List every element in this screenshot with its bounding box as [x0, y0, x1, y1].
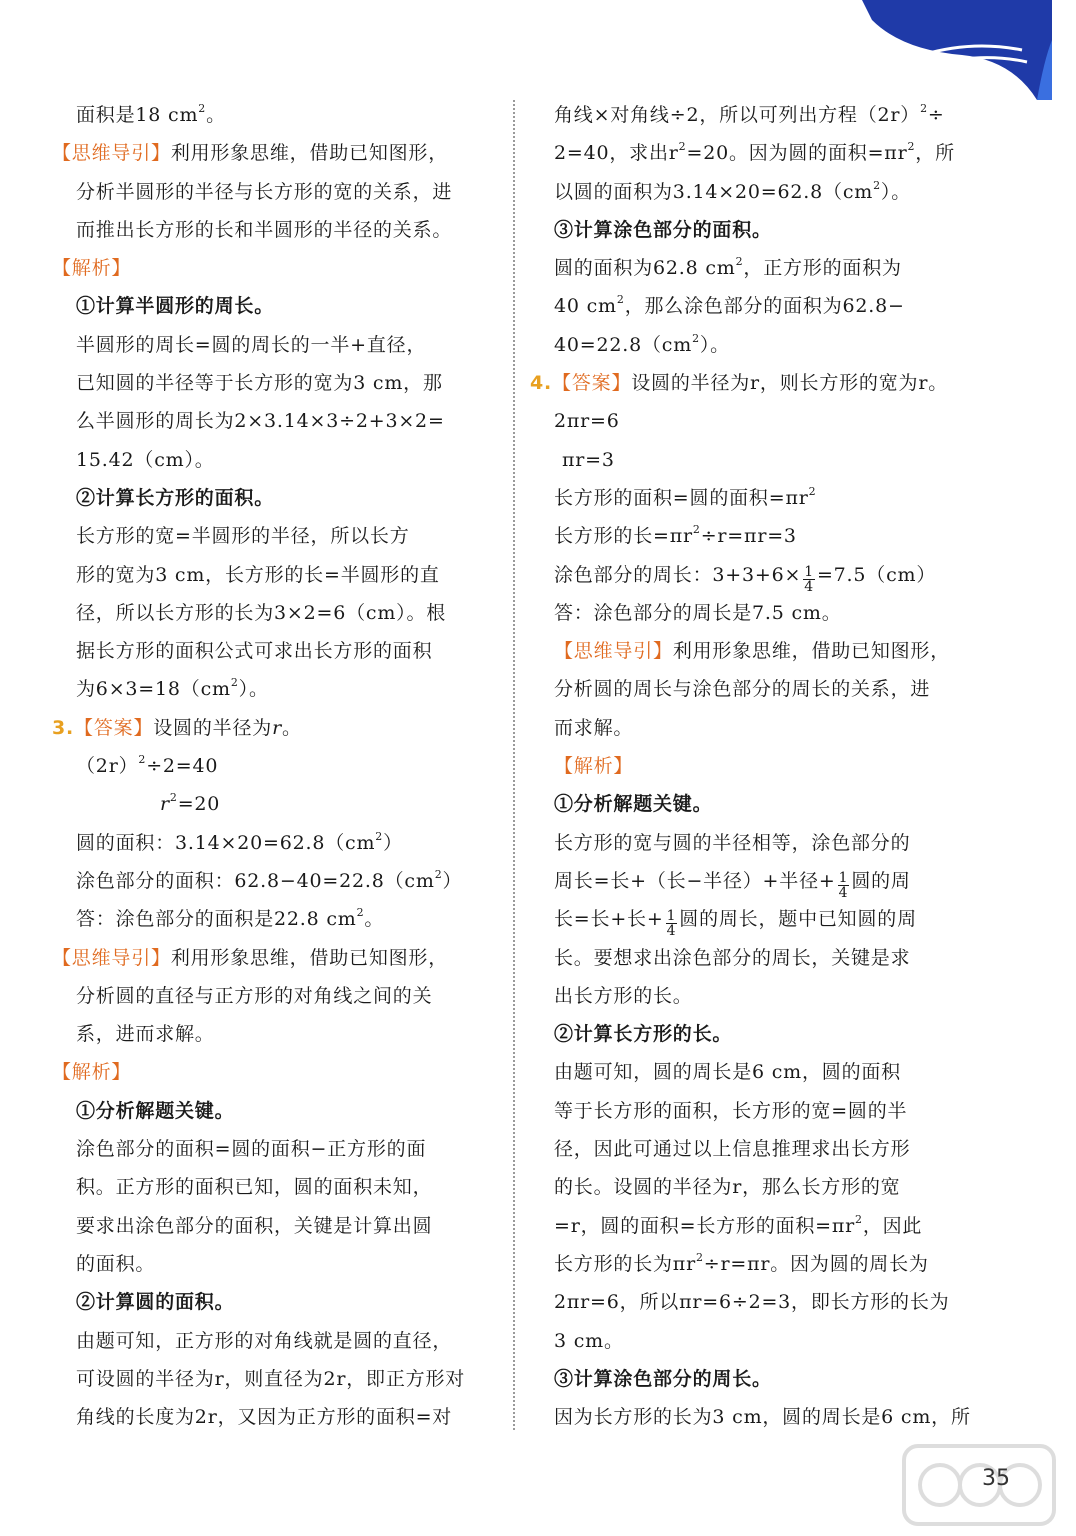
answer-line: 3.【答案】设圆的半径为r。: [52, 716, 302, 739]
text-line: 长方形的长为$\pi r^2\div r=\pi r$。因为圆的周长为: [554, 1250, 929, 1275]
answer-tag: 【答案】: [74, 716, 154, 739]
text-line: 面积是18 $cm^2$。: [76, 102, 226, 126]
column-divider: [513, 100, 515, 1430]
text-line: 分析半圆形的半径与长方形的宽的关系，进: [76, 180, 453, 203]
question-number: 3.: [52, 716, 75, 739]
text-line: 而推出长方形的长和半圆形的半径的关系。: [76, 218, 453, 241]
text-line: 周长=长+（长−半径）+半径+ $\frac{1}{4}$ 圆的周: [554, 869, 911, 901]
text-line: 角线的长度为2r，又因为正方形的面积=对: [76, 1406, 453, 1429]
text-line: 系，进而求解。: [76, 1023, 215, 1046]
analysis-line: [52, 1053, 494, 1091]
text-line: 长方形的宽与圆的半径相等，涂色部分的: [554, 831, 911, 854]
guide-line: 【思维导引】利用形象思维，借助已知图形，: [52, 946, 449, 969]
left-column: [52, 96, 494, 1436]
text-line: 分析圆的直径与正方形的对角线之间的关: [76, 984, 433, 1007]
analysis-tag: 【解析】: [554, 755, 634, 778]
text-line: 因为长方形的长为3 cm，圆的周长是6 cm，所: [554, 1406, 971, 1429]
analysis-tag: 【解析】: [52, 257, 132, 280]
guide-tag: 【思维导引】: [52, 946, 171, 969]
equation-line: $(2r)^2\div 2=40$: [76, 753, 219, 778]
right-column: [530, 96, 976, 1436]
text-line: 长。要想求出涂色部分的周长，关键是求: [554, 946, 911, 969]
analysis-line: [530, 747, 976, 785]
equation-line: πr=3: [562, 448, 615, 471]
text-line: 圆的面积为62.8 $cm^2$，正方形的面积为: [554, 255, 902, 280]
text-line: 角线×对角线÷2，所以可列出方程$(2r)^2\div$: [554, 102, 945, 126]
text-line: 么半圆形的周长为2×3.14×3÷2+3×2=: [76, 410, 445, 433]
step-heading: ①分析解题关键。: [76, 1099, 235, 1122]
step-heading: ①计算半圆形的周长。: [76, 295, 275, 318]
text-line: =r，圆的面积=长方形的面积$=\pi r^2$，因此: [554, 1212, 923, 1237]
text-line: 40 $cm^2$，那么涂色部分的面积为62.8−: [554, 293, 905, 318]
fraction: $\frac{1}{4}$: [804, 563, 814, 595]
text-line: 的面积。: [76, 1252, 156, 1275]
analysis-tag: 【解析】: [52, 1061, 132, 1084]
text-line: 长方形的面积=圆的面积$=\pi r^2$: [554, 484, 817, 509]
analysis-line: [52, 249, 494, 287]
text-line: 长方形的长$=\pi r^2\div r=\pi r=3$: [554, 523, 797, 548]
text-line: 等于长方形的面积，长方形的宽=圆的半: [554, 1099, 908, 1122]
text-line: 分析圆的周长与涂色部分的周长的关系，进: [554, 678, 931, 701]
text-line: 据长方形的面积公式可求出长方形的面积: [76, 640, 433, 663]
watermark-logo: [900, 1440, 1060, 1530]
guide-line: 【思维导引】利用形象思维，借助已知图形，: [554, 640, 951, 663]
text-line: 由题可知，圆的周长是6 cm，圆的面积: [554, 1061, 901, 1084]
step-heading: ③计算涂色部分的面积。: [554, 218, 772, 241]
step-heading: ②计算长方形的长。: [554, 1023, 733, 1046]
text-line: 半圆形的周长=圆的周长的一半+直径，: [76, 333, 427, 356]
answer-tag: 【答案】: [552, 372, 632, 395]
text-line: 涂色部分的面积=圆的面积−正方形的面: [76, 1138, 427, 1161]
text-line: $40=22.8(cm^2)$。: [554, 331, 730, 356]
text-line: 答：涂色部分的周长是7.5 cm。: [554, 601, 842, 624]
text-line: 要求出涂色部分的面积，关键是计算出圆: [76, 1214, 433, 1237]
text-line: 3 cm。: [554, 1329, 624, 1352]
text-line: 的长。设圆的半径为r，那么长方形的宽: [554, 1176, 901, 1199]
fraction: $\frac{1}{4}$: [666, 908, 677, 940]
text-line: 2πr=6，所以πr=6÷2=3，即长方形的长为: [554, 1291, 950, 1314]
text-line: 长=长+长+ $\frac{1}{4}$ 圆的周长，题中已知圆的周: [554, 908, 917, 940]
text-line: 答：涂色部分的面积是22.8 $cm^2$。: [76, 906, 385, 931]
text-line: 为$6\times 3=18(cm^2)$。: [76, 676, 269, 701]
equation-line: 2πr=6: [554, 410, 620, 433]
text-line: 由题可知，正方形的对角线就是圆的直径，: [76, 1329, 453, 1352]
step-heading: ①分析解题关键。: [554, 793, 713, 816]
text-line: 圆的面积：$3.14\times 20=62.8(cm^2)$: [76, 829, 403, 854]
corner-decoration: [862, 0, 1052, 100]
text-line: 长方形的宽=半圆形的半径，所以长方: [76, 525, 410, 548]
text-line: 15.42（cm）。: [76, 448, 215, 471]
step-heading: ③计算涂色部分的周长。: [554, 1367, 772, 1390]
question-number: 4.: [530, 372, 553, 395]
guide-tag: 【思维导引】: [52, 142, 171, 165]
step-heading: ②计算长方形的面积。: [76, 486, 275, 509]
text-line: 积。正方形的面积已知，圆的面积未知，: [76, 1176, 433, 1199]
page-number: 35: [982, 1466, 1010, 1491]
answer-line: 4.【答案】设圆的半径为r，则长方形的宽为r。: [530, 372, 949, 395]
fraction: $\frac{1}{4}$: [838, 869, 849, 901]
text-line: 可设圆的半径为r，则直径为2r，即正方形对: [76, 1367, 466, 1390]
text-line: 以圆的面积为$3.14\times 20=62.8(cm^2)$。: [554, 178, 912, 203]
text-line: 形的宽为3 cm，长方形的长=半圆形的直: [76, 563, 440, 586]
text-line: 径，所以长方形的长为3×2=6（cm）。根: [76, 601, 447, 624]
text-line: 已知圆的半径等于长方形的宽为3 cm，那: [76, 372, 443, 395]
guide-line: 【思维导引】利用形象思维，借助已知图形，: [52, 142, 449, 165]
step-heading: ②计算圆的面积。: [76, 1291, 235, 1314]
text-line: 出长方形的长。: [554, 984, 693, 1007]
text-line: 2=40，求出$r^2=20$。因为圆的面积$=\pi r^2$，所: [554, 140, 955, 165]
text-line: 而求解。: [554, 716, 634, 739]
guide-tag: 【思维导引】: [554, 640, 673, 663]
text-line: 涂色部分的周长：3+3+6× $\frac{1}{4}$ =7.5（cm）: [554, 563, 937, 595]
text-line: 径，因此可通过以上信息推理求出长方形: [554, 1138, 911, 1161]
equation-line: $r^2=20$: [160, 791, 221, 816]
text-line: 涂色部分的面积：$62.8-40=22.8(cm^2)$: [76, 867, 463, 892]
